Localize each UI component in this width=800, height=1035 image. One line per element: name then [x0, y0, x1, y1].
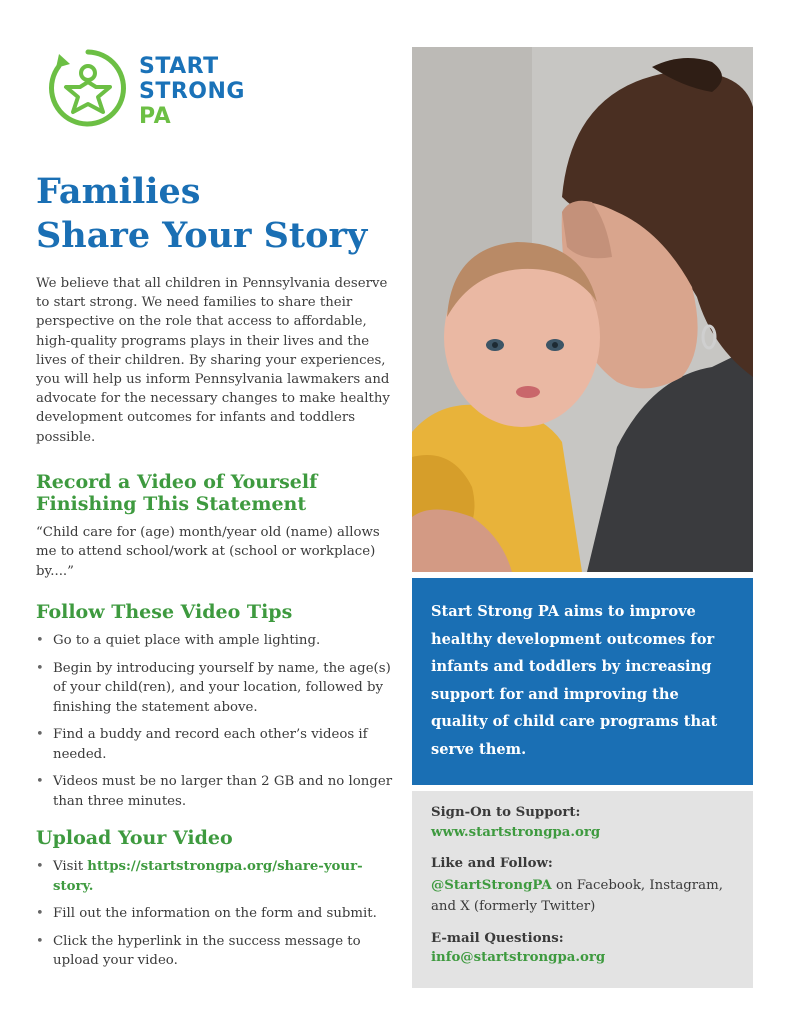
signon-section — [431, 803, 741, 842]
tips-list — [36, 631, 391, 811]
email-label: E-mail Questions: — [431, 930, 564, 946]
list-item — [36, 857, 393, 896]
mother-and-baby-photo — [412, 47, 753, 572]
bullet-icon: • — [36, 859, 44, 875]
email-section — [431, 929, 741, 968]
signon-link[interactable]: www.startstrongpa.org — [431, 824, 601, 840]
bullet-icon: • — [36, 774, 44, 790]
bullet-icon: • — [36, 633, 44, 649]
record-heading — [36, 471, 391, 515]
email-link[interactable]: info@startstrongpa.org — [431, 950, 606, 965]
intro-paragraph: We believe that all children in Pennsylvania deserve to start strong. We need families to share their perspective on the role that access to affordable, high-quality programs plays in their lives and the lives of their children. By sharing your experiences, you will help us inform Pennsylvania lawmakers and advocate for the necessary changes to make healthy development outcomes for infants and toddlers possible. — [36, 276, 390, 445]
signon-label: Sign-On to Support: — [431, 805, 581, 820]
bullet-icon: • — [36, 660, 44, 676]
social-handle-link[interactable]: @StartStrongPA — [431, 877, 552, 893]
record-heading-line-1: Record a Video of Yourself — [36, 470, 318, 493]
mission-text: Start Strong PA aims to improve healthy development outcomes for infants and toddlers by increasing support for and improving the quality of child care programs that serve them. — [431, 603, 718, 758]
follow-section — [431, 854, 741, 917]
list-item: • Fill out the information on the form and submit. — [36, 904, 393, 924]
visit-prefix: Visit — [53, 859, 88, 875]
child-star-logo-icon — [44, 44, 132, 132]
logo-text-strong: STRONG — [139, 79, 245, 104]
contact-content — [431, 803, 741, 980]
record-heading-line-2: Finishing This Statement — [36, 492, 307, 515]
list-item: • Find a buddy and record each other’s videos if needed. — [36, 727, 368, 762]
logo-wordmark — [139, 54, 245, 129]
follow-platforms: on Facebook, Instagram, and X (formerly Twitter) — [431, 877, 723, 914]
title-line-2: Share Your Story — [36, 215, 368, 256]
bullet-icon: • — [36, 727, 44, 743]
share-story-link[interactable]: https://startstrongpa.org/share-your-story. — [53, 859, 363, 894]
upload-heading: Upload Your Video — [36, 827, 233, 850]
follow-text — [431, 878, 723, 915]
page-title — [36, 170, 391, 258]
start-strong-pa-logo — [44, 44, 264, 134]
upload-list — [36, 857, 391, 971]
statement-text: “Child care for (age) month/year old (name) allows me to attend school/work at (school or workplace) by....” — [36, 524, 380, 579]
bullet-icon: • — [36, 933, 44, 949]
list-item: • Go to a quiet place with ample lighting. — [36, 631, 393, 651]
list-item: • Begin by introducing yourself by name, the age(s) of your child(ren), and your location, followed by finishing the statement above. — [36, 660, 391, 715]
follow-label: Like and Follow: — [431, 856, 553, 871]
list-item: • Click the hyperlink in the success message to upload your video. — [36, 933, 361, 969]
logo-text-start: START — [139, 54, 219, 79]
bullet-icon: • — [36, 906, 44, 922]
logo-text-pa: PA — [139, 104, 172, 129]
photo-illustration — [412, 47, 753, 572]
mission-box — [412, 578, 753, 785]
list-item: • Videos must be no larger than 2 GB and no longer than three minutes. — [36, 774, 393, 809]
title-line-1: Families — [36, 171, 201, 212]
tips-heading: Follow These Video Tips — [36, 601, 293, 624]
contact-box — [412, 791, 753, 988]
left-column — [36, 170, 391, 979]
